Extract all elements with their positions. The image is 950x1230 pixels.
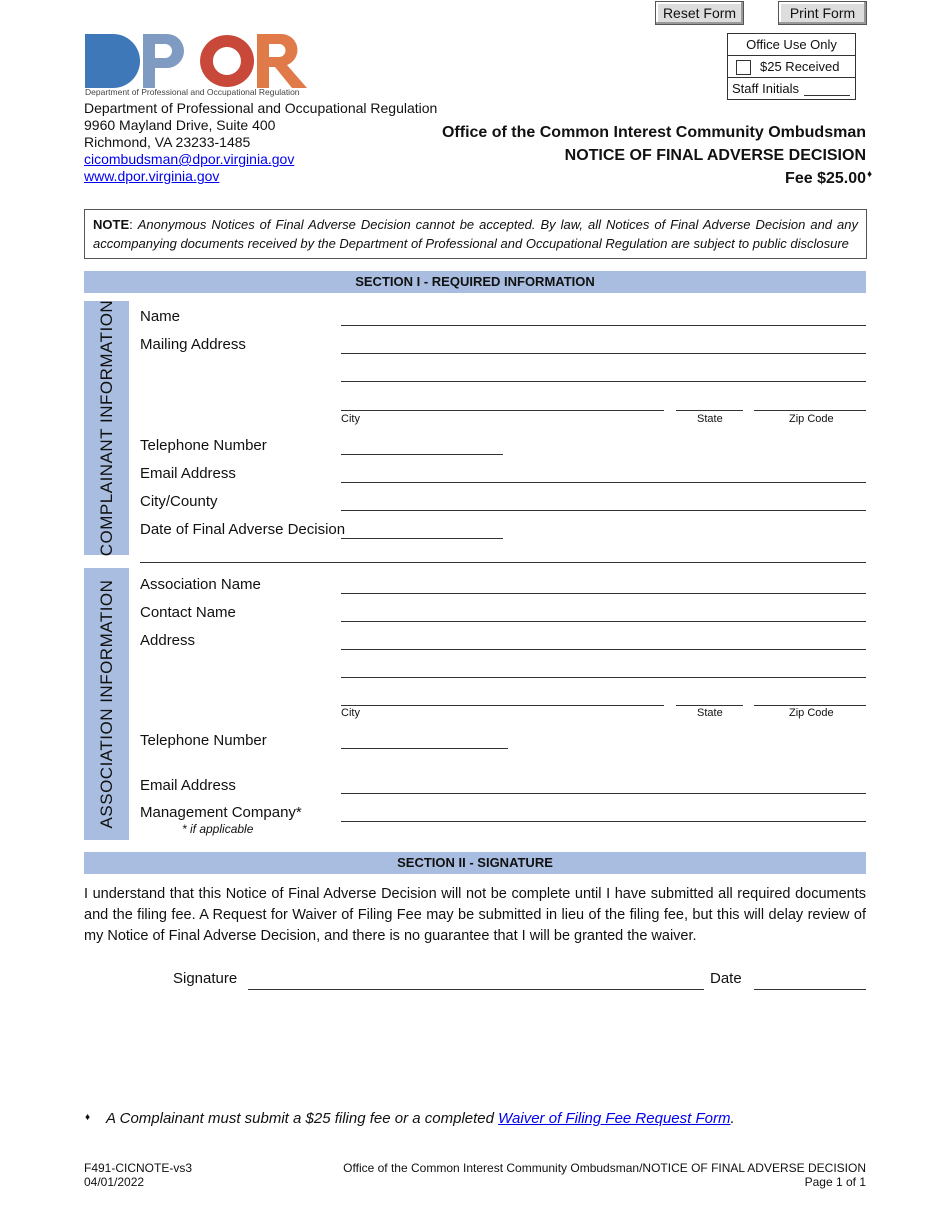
signature-date-label: Date [710,970,742,987]
logo-letter-o [200,35,254,87]
footnote-end: . [730,1110,735,1127]
footnote-diamond-icon: ♦ [85,1112,91,1123]
management-company-field[interactable] [341,821,866,822]
association-city-field[interactable] [341,705,664,706]
footer-title: Office of the Common Interest Community Ombudsman/NOTICE OF FINAL ADVERSE DECISION [343,1161,866,1175]
agency-city: Richmond, VA 23233-1485 [84,134,251,150]
zip-sublabel: Zip Code [789,413,834,425]
page-number: Page 1 of 1 [804,1175,866,1189]
association-telephone-field[interactable] [341,748,508,749]
office-use-title: Office Use Only [728,34,855,56]
logo-letter-d [85,34,140,88]
signature-date-field[interactable] [754,989,866,990]
agency-street: 9960 Mayland Drive, Suite 400 [84,117,276,133]
association-email-field[interactable] [341,793,866,794]
note-text: Anonymous Notices of Final Adverse Decision cannot be accepted. By law, all Notices of Final Adverse Decision and any accompanying documents received by the Department of Professional and Occupational Regulation are subject to public disclosure [93,217,858,251]
complainant-heading: COMPLAINANT INFORMATION [96,299,116,557]
complainant-side-label [84,301,129,555]
office-use-box [727,33,856,100]
mailing-address-label: Mailing Address [140,336,246,353]
logo-letter-r [257,34,307,88]
association-side-label [84,568,129,840]
logo-letter-p [143,34,184,88]
association-email-label: Email Address [140,777,236,794]
agency-email-link[interactable]: cicombudsman@dpor.virginia.gov [84,151,295,167]
association-address-field-1[interactable] [341,649,866,650]
signature-field[interactable] [248,989,704,990]
section-divider [140,562,866,563]
management-company-label: Management Company* [140,804,302,821]
management-company-note: * if applicable [182,822,254,836]
footnote-text: A Complainant must submit a $25 filing fee or a completed [106,1110,499,1127]
city-sublabel: City [341,413,360,425]
contact-name-field[interactable] [341,621,866,622]
received-checkbox[interactable] [736,60,751,75]
association-name-label: Association Name [140,576,261,593]
waiver-form-link[interactable]: Waiver of Filing Fee Request Form [498,1110,731,1127]
association-zip-field[interactable] [754,705,866,706]
agency-web-link[interactable]: www.dpor.virginia.gov [84,168,220,184]
reset-form-button[interactable]: Reset Form [655,1,744,25]
form-id: F491-CICNOTE-vs3 [84,1161,193,1175]
footnote [106,1110,735,1127]
logo-caption: Department of Professional and Occupational Regulation [85,87,300,97]
decision-date-label: Date of Final Adverse Decision [140,521,346,538]
mailing-address-field-2[interactable] [341,381,866,382]
association-city-sublabel: City [341,707,360,719]
email-field[interactable] [341,482,866,483]
form-date: 04/01/2022 [84,1175,145,1189]
decision-date-field[interactable] [341,538,503,539]
complainant-zip-field[interactable] [754,410,866,411]
contact-name-label: Contact Name [140,604,236,621]
name-field[interactable] [341,325,866,326]
fee-title: Fee $25.00 [785,170,866,187]
association-state-sublabel: State [697,707,723,719]
association-address-field-2[interactable] [341,677,866,678]
received-row [728,56,855,78]
agency-name: Department of Professional and Occupational Regulation [84,100,438,116]
association-telephone-label: Telephone Number [140,732,267,749]
association-state-field[interactable] [676,705,743,706]
section-1-header: SECTION I - REQUIRED INFORMATION [84,271,866,293]
city-county-label: City/County [140,493,218,510]
section-2-header: SECTION II - SIGNATURE [84,852,866,874]
logo-graphic [85,34,307,88]
association-zip-sublabel: Zip Code [789,707,834,719]
print-form-button[interactable]: Print Form [778,1,867,25]
initials-field[interactable] [804,95,850,96]
received-label: $25 Received [760,59,840,74]
complainant-state-field[interactable] [676,410,743,411]
initials-row [728,78,855,99]
email-label: Email Address [140,465,236,482]
initials-label: Staff Initials [732,81,799,96]
mailing-address-field-1[interactable] [341,353,866,354]
note-box: NOTE: Anonymous Notices of Final Adverse Decision cannot be accepted. By law, all Notices of Final Adverse Decision and any accompanying documents received by the Department of Professional and Occupational Regulation are subject to public disclosure [84,209,867,259]
signature-label: Signature [173,970,238,987]
association-heading: ASSOCIATION INFORMATION [96,579,116,829]
association-name-field[interactable] [341,593,866,594]
fee-diamond-icon: ♦ [867,169,873,180]
name-label: Name [140,308,181,325]
city-county-field[interactable] [341,510,866,511]
association-address-label: Address [140,632,196,649]
complainant-city-field[interactable] [341,410,664,411]
signature-statement: I understand that this Notice of Final Adverse Decision will not be complete until I have submitted all required documents and the filing fee. A Request for Waiver of Filing Fee may be submitted in lieu of the filing fee, but this will delay review of my Notice of Final Adverse Decision, and there is no guarantee that I will be granted the waiver. [84,886,866,944]
telephone-field[interactable] [341,454,503,455]
state-sublabel: State [697,413,723,425]
form-title: NOTICE OF FINAL ADVERSE DECISION [564,147,866,164]
office-title: Office of the Common Interest Community Ombudsman [441,124,866,141]
note-label: NOTE [93,217,130,232]
telephone-label: Telephone Number [140,437,267,454]
